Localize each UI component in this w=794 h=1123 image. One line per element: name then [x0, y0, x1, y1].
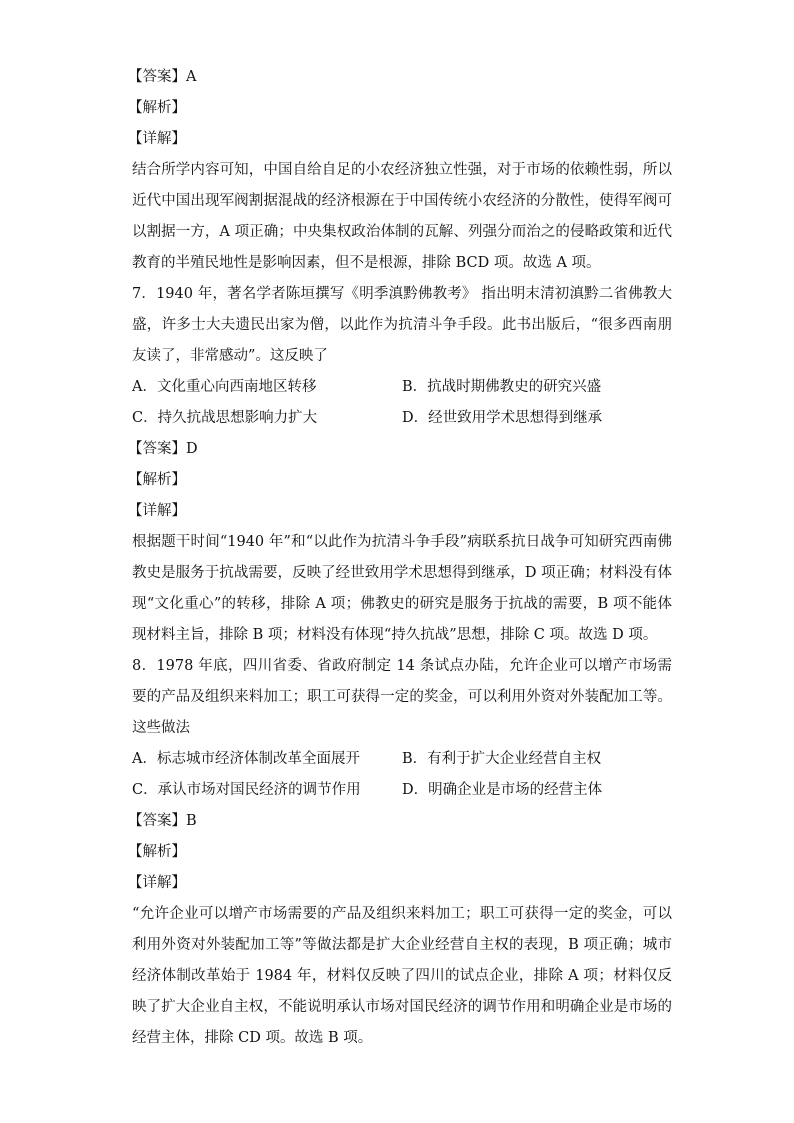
explanation-text: 结合所学内容可知，中国自给自足的小农经济独立性强，对于市场的依赖性弱，所以近代中国出现军阀割据混战的经济根源在于中国传统小农经济的分散性，使得军阀可以割据一方，A 项正确；中央集权政治体制的瓦解、列强分而治之的侵略政策和近代教育的半殖民地性是影响因素，但不是根源，排除 BCD 项。故选 A 项。 [132, 162, 672, 271]
option-c: C．承认市场对国民经济的调节作用 [132, 782, 361, 798]
question-7-options-row-1 [132, 372, 672, 403]
option-b: B．抗战时期佛教史的研究兴盛 [402, 379, 602, 395]
option-b: B．有利于扩大企业经营自主权 [402, 751, 602, 767]
answer-label: 【答案】D [128, 441, 198, 457]
option-d: D．明确企业是市场的经营主体 [402, 782, 603, 798]
detail-label: 【详解】 [128, 875, 186, 891]
option-a: A．标志城市经济体制改革全面展开 [132, 751, 360, 767]
analysis-label: 【解析】 [128, 472, 186, 488]
answer-label: 【答案】A [128, 69, 197, 85]
option-a: A．文化重心向西南地区转移 [132, 379, 317, 395]
detail-label: 【详解】 [128, 503, 186, 519]
document-page [128, 62, 672, 1054]
question-7-stem: 7．1940 年，著名学者陈垣撰写《明季滇黔佛教考》 指出明末清初滇黔二省佛教大盛，许多士大夫遗民出家为僧，以此作为抗清斗争手段。此书出版后，“很多西南朋友读了，非常感动”。这反映了 [132, 286, 672, 364]
analysis-label: 【解析】 [128, 844, 186, 860]
explanation-text: “允许企业可以增产市场需要的产品及组织来料加工；职工可获得一定的奖金，可以利用外资对外装配加工等”等做法都是扩大企业经营自主权的表现，B 项正确；城市经济体制改革始于 1984 年，材料仅反映了四川的试点企业，排除 A 项；材料仅反映了扩大企业自主权，不能说明承认市场对国民经济的调节作用和明确企业是市场的经营主体，排除 CD 项。故选 B 项。 [132, 906, 672, 1046]
question-8-stem: 8．1978 年底，四川省委、省政府制定 14 条试点办陆，允许企业可以增产市场需要的产品及组织来料加工；职工可获得一定的奖金，可以利用外资对外装配加工等。这些做法 [132, 658, 672, 736]
option-c: C．持久抗战思想影响力扩大 [132, 410, 318, 426]
question-8-options-row-1 [132, 744, 672, 775]
explanation-text: 根据题干时间“1940 年”和“以此作为抗清斗争手段”病联系抗日战争可知研究西南佛教史是服务于抗战需要，反映了经世致用学术思想得到继承，D 项正确；材料没有体现“文化重心”的转移，排除 A 项；佛教史的研究是服务于抗战的需要，B 项不能体现材料主旨，排除 B 项；材料没有体现“持久抗战”思想，排除 C 项。故选 D 项。 [132, 534, 672, 643]
question-8-options-row-2 [132, 775, 672, 806]
answer-label: 【答案】B [128, 813, 197, 829]
question-7-options-row-2 [132, 403, 672, 434]
detail-label: 【详解】 [128, 131, 186, 147]
option-d: D．经世致用学术思想得到继承 [402, 410, 603, 426]
analysis-label: 【解析】 [128, 100, 186, 116]
